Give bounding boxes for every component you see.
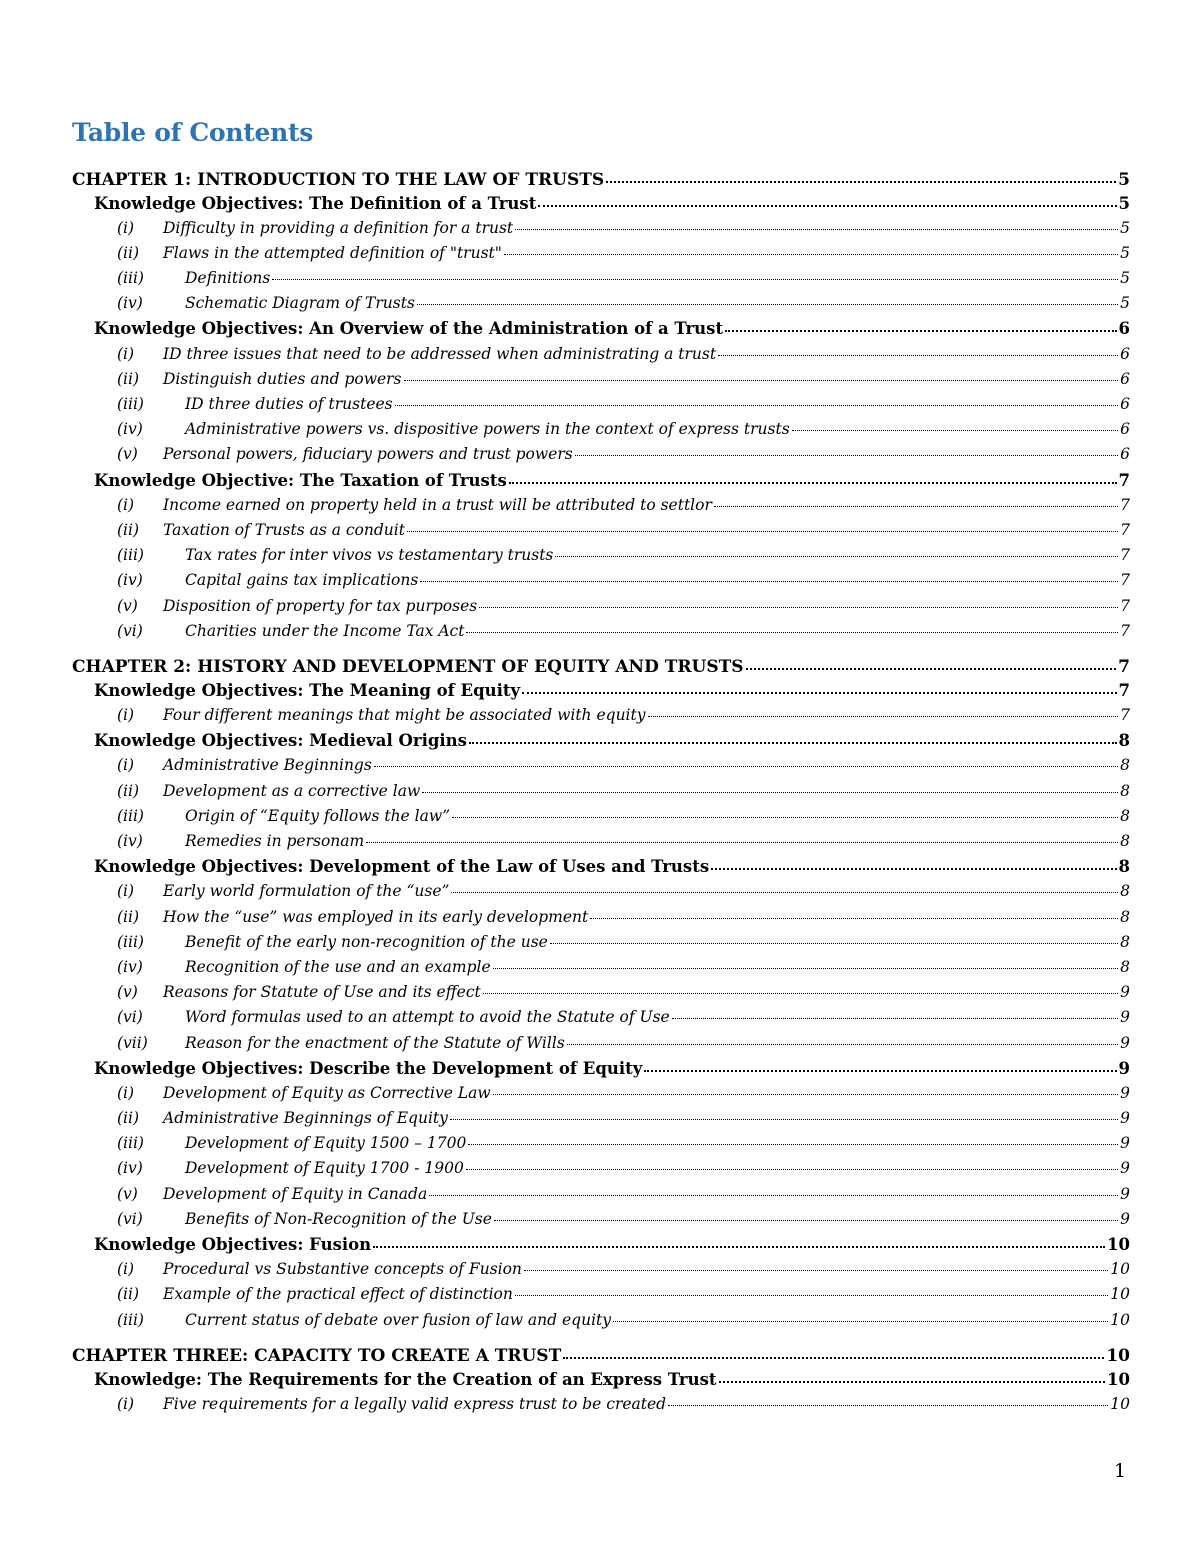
toc-subsection-entry[interactable]: [72, 1183, 1130, 1208]
toc-leader-dots: [417, 293, 1118, 309]
toc-section-entry[interactable]: [72, 1234, 1130, 1259]
toc-page-number: 10: [1107, 1235, 1130, 1254]
toc-subsection-entry[interactable]: [72, 705, 1130, 730]
toc-subsection-entry[interactable]: [72, 931, 1130, 956]
toc-subsection-entry[interactable]: [72, 293, 1130, 318]
toc-entry-text: Knowledge Objectives: Medieval Origins: [94, 731, 467, 751]
toc-entry-label: Current status of debate over fusion of law and equity: [185, 1310, 612, 1329]
toc-page-number: 8: [1120, 882, 1130, 901]
toc-entry-number: (vii): [117, 1033, 148, 1052]
toc-leader-dots: [422, 780, 1118, 796]
toc-leader-dots: [450, 1108, 1118, 1124]
toc-entry-text: Knowledge Objectives: The Definition of a Trust: [94, 193, 537, 213]
toc-page-number: 6: [1120, 344, 1130, 363]
toc-page-number: 8: [1120, 932, 1130, 951]
toc-leader-dots: [483, 982, 1118, 998]
toc-entry-text: Knowledge Objectives: The Meaning of Equity: [94, 680, 521, 700]
toc-entry-number: (i): [117, 1260, 135, 1279]
toc-subsection-entry[interactable]: [72, 1158, 1130, 1183]
toc-page-number: 9: [1118, 1058, 1130, 1078]
toc-page-number: 10: [1110, 1310, 1130, 1329]
toc-subsection-entry[interactable]: [72, 1259, 1130, 1284]
toc-entry-label: Capital gains tax implications: [185, 571, 419, 590]
toc-subsection-entry[interactable]: [72, 1208, 1130, 1233]
toc-subsection-entry[interactable]: [72, 831, 1130, 856]
toc-subsection-entry[interactable]: [72, 570, 1130, 595]
toc-subsection-entry[interactable]: [72, 1032, 1130, 1057]
toc-entry-text: CHAPTER 1: INTRODUCTION TO THE LAW OF TRUSTS: [72, 170, 605, 190]
toc-page-number: 5: [1120, 218, 1130, 237]
toc-leader-dots: [792, 419, 1118, 435]
toc-entry-text: [117, 219, 513, 237]
toc-entry-number: (iii): [117, 269, 144, 288]
toc-leader-dots: [746, 655, 1117, 672]
toc-entry-number: (vi): [117, 621, 143, 640]
toc-page-number: 9: [1120, 1033, 1130, 1052]
toc-subsection-entry[interactable]: [72, 956, 1130, 981]
toc-entry-text: [117, 1134, 466, 1152]
toc-leader-dots: [469, 730, 1117, 747]
toc-entry-label: Five requirements for a legally valid express trust to be created: [163, 1394, 667, 1413]
toc-leader-dots: [719, 1368, 1106, 1385]
toc-page-number: 9: [1120, 1134, 1130, 1153]
toc-entry-text: [117, 756, 372, 774]
toc-entry-text: [117, 294, 415, 312]
toc-entry-number: (iv): [117, 1159, 143, 1178]
toc-page-number: 7: [1120, 546, 1130, 565]
toc-leader-dots: [452, 805, 1118, 821]
toc-entry-label: Remedies in personam: [185, 832, 365, 850]
toc-leader-dots: [524, 1259, 1108, 1275]
toc-entry-label: Development of Equity as Corrective Law: [163, 1083, 491, 1102]
page-number: 1: [1114, 1460, 1127, 1482]
toc-page-number: 10: [1110, 1260, 1130, 1279]
toc-page-number: 5: [1120, 269, 1130, 288]
toc-entry-label: Taxation of Trusts as a conduit: [163, 520, 405, 539]
toc-page-number: 9: [1120, 1008, 1130, 1027]
toc-entry-text: Knowledge: The Requirements for the Creation of an Express Trust: [94, 1369, 717, 1389]
toc-entry-number: (ii): [117, 1285, 140, 1304]
toc-entry-text: Knowledge Objectives: Describe the Development of Equity: [94, 1058, 643, 1078]
toc-entry-number: (v): [117, 445, 138, 464]
toc-subsection-entry[interactable]: [72, 755, 1130, 780]
toc-page-number: 7: [1120, 520, 1130, 539]
toc-leader-dots: [468, 1133, 1118, 1149]
toc-leader-dots: [644, 1057, 1116, 1074]
toc-entry-number: (iii): [117, 806, 144, 825]
toc-entry-number: (ii): [117, 243, 140, 262]
toc-entry-number: (i): [117, 756, 135, 775]
toc-subsection-entry[interactable]: [72, 906, 1130, 931]
toc-section-entry[interactable]: [72, 318, 1130, 343]
toc-entry-number: (iii): [117, 932, 144, 951]
toc-entry-number: (iv): [117, 957, 143, 976]
toc-entry-text: [117, 933, 548, 951]
toc-page-number: 7: [1118, 470, 1130, 490]
toc-page-number: 9: [1120, 1184, 1130, 1203]
toc-entry-number: (vi): [117, 1008, 143, 1027]
toc-entry-label: Development of Equity 1500 – 1700: [185, 1134, 467, 1153]
toc-entry-label: Tax rates for inter vivos vs testamentary trusts: [185, 546, 554, 565]
toc-entry-text: CHAPTER 2: HISTORY AND DEVELOPMENT OF EQUITY AND TRUSTS: [72, 657, 744, 678]
toc-subsection-entry[interactable]: [72, 982, 1130, 1007]
toc-page-number: 7: [1120, 706, 1130, 725]
toc-entry-text: [117, 1210, 492, 1228]
toc-page-number: 9: [1120, 983, 1130, 1002]
toc-entry-number: (i): [117, 1083, 135, 1102]
toc-entry-text: [117, 244, 502, 262]
toc-leader-dots: [493, 956, 1119, 972]
toc-page-number: 7: [1120, 495, 1130, 514]
toc-chapter-entry[interactable]: [72, 655, 1130, 679]
toc-page-number: 9: [1120, 1209, 1130, 1228]
toc-entry-text: [117, 546, 553, 564]
toc-entry-text: [117, 882, 449, 900]
toc-entry-text: Knowledge Objectives: Fusion: [94, 1235, 372, 1254]
toc-entry-label: Reasons for Statute of Use and its effect: [163, 983, 481, 1002]
toc-leader-dots: [504, 242, 1118, 258]
toc-leader-dots: [429, 1183, 1118, 1199]
toc-page-number: 9: [1120, 1159, 1130, 1178]
toc-leader-dots: [725, 318, 1116, 335]
toc-leader-dots: [714, 494, 1118, 510]
toc-entry-label: Income earned on property held in a trust will be attributed to settlor: [163, 495, 712, 514]
toc-leader-dots: [648, 705, 1119, 721]
toc-section-entry[interactable]: [72, 730, 1130, 755]
toc-leader-dots: [395, 394, 1119, 410]
toc-leader-dots: [575, 444, 1118, 460]
toc-entry-text: [117, 1159, 464, 1177]
toc-entry-label: Word formulas used to an attempt to avoid the Statute of Use: [185, 1008, 670, 1027]
toc-entry-text: [117, 1084, 491, 1102]
toc-entry-number: (ii): [117, 781, 140, 800]
toc-entry-text: [117, 832, 364, 850]
toc-page-number: 8: [1120, 907, 1130, 926]
toc-entry-label: Reason for the enactment of the Statute of Wills: [185, 1033, 565, 1052]
toc-leader-dots: [668, 1393, 1108, 1409]
toc-page-number: 5: [1118, 193, 1130, 213]
toc-page-number: 8: [1120, 832, 1130, 850]
toc-entry-label: Administrative powers vs. dispositive powers in the context of express trusts: [185, 420, 790, 439]
toc-entry-number: (ii): [117, 520, 140, 539]
toc-leader-dots: [613, 1309, 1108, 1325]
toc-entry-number: (i): [117, 1394, 135, 1413]
toc-entry-number: (v): [117, 596, 138, 615]
toc-subsection-entry[interactable]: [72, 1284, 1130, 1309]
toc-section-entry[interactable]: [72, 856, 1130, 881]
toc-entry-text: [117, 521, 405, 539]
toc-page-number: 8: [1120, 957, 1130, 976]
toc-page-number: 10: [1106, 1346, 1130, 1367]
toc-entry-label: Early world formulation of the “use”: [163, 882, 450, 901]
toc-section-entry[interactable]: [72, 1057, 1130, 1082]
toc-page-number: 6: [1120, 420, 1130, 439]
toc-entry-number: (ii): [117, 369, 140, 388]
toc-subsection-entry[interactable]: [72, 1108, 1130, 1133]
toc-leader-dots: [479, 595, 1118, 611]
toc-entry-text: [117, 1109, 448, 1127]
toc-leader-dots: [522, 679, 1116, 696]
toc-page-number: 10: [1110, 1394, 1130, 1413]
toc-entry-label: Definitions: [185, 269, 271, 288]
toc-leader-dots: [493, 1082, 1118, 1098]
toc-entry-number: (iv): [117, 832, 143, 850]
toc-subsection-entry[interactable]: [72, 419, 1130, 444]
toc-page-number: 10: [1110, 1285, 1130, 1304]
toc-page-number: 8: [1120, 756, 1130, 775]
toc-leader-dots: [373, 1234, 1105, 1251]
toc-page-number: 6: [1120, 369, 1130, 388]
toc-entry-text: [117, 269, 270, 287]
toc-entry-text: [117, 571, 418, 589]
toc-entry-text: [117, 1185, 427, 1203]
toc-leader-dots: [466, 1158, 1118, 1174]
toc-leader-dots: [555, 545, 1118, 561]
toc-entry-text: [117, 420, 790, 438]
toc-entry-label: Distinguish duties and powers: [163, 369, 402, 388]
toc-entry-text: [117, 622, 464, 640]
toc-subsection-entry[interactable]: [72, 368, 1130, 393]
toc-subsection-entry[interactable]: [72, 595, 1130, 620]
toc-entry-label: Development of Equity in Canada: [163, 1184, 428, 1203]
toc-section-entry[interactable]: [72, 1368, 1130, 1393]
toc-entry-number: (i): [117, 344, 135, 363]
toc-entry-label: Benefits of Non-Recognition of the Use: [185, 1209, 492, 1228]
toc-leader-dots: [466, 620, 1118, 636]
toc-page-number: 5: [1118, 170, 1130, 190]
toc-subsection-entry[interactable]: [72, 1309, 1130, 1334]
toc-leader-dots: [374, 755, 1118, 771]
toc-entry-label: How the “use” was employed in its early development: [163, 907, 589, 926]
toc-leader-dots: [672, 1007, 1118, 1023]
toc-entry-text: Knowledge Objectives: Development of the Law of Uses and Trusts: [94, 857, 710, 877]
toc-subsection-entry[interactable]: [72, 780, 1130, 805]
toc-page-number: 7: [1120, 621, 1130, 640]
toc-chapter-entry[interactable]: [72, 1344, 1130, 1368]
toc-entry-number: (v): [117, 983, 138, 1002]
toc-entry-number: (i): [117, 706, 135, 725]
toc-page-number: 6: [1120, 445, 1130, 464]
toc-entry-label: Benefit of the early non-recognition of the use: [185, 932, 548, 951]
toc-page-number: 6: [1120, 395, 1130, 413]
toc-section-entry[interactable]: [72, 679, 1130, 704]
toc-entry-text: [117, 706, 646, 724]
toc-page-number: 10: [1107, 1369, 1130, 1389]
toc-leader-dots: [407, 519, 1118, 535]
toc-entry-number: (iii): [117, 546, 144, 565]
toc-entry-label: Administrative Beginnings of Equity: [163, 1109, 448, 1128]
toc-subsection-entry[interactable]: [72, 881, 1130, 906]
toc-leader-dots: [515, 217, 1118, 233]
toc-leader-dots: [606, 168, 1116, 185]
toc-page-number: 9: [1120, 1083, 1130, 1102]
toc-leader-dots: [366, 831, 1118, 847]
toc-entry-text: [117, 983, 481, 1001]
toc-entry-label: Example of the practical effect of distinction: [163, 1285, 513, 1304]
toc-entry-number: (iv): [117, 571, 143, 590]
toc-entry-text: [117, 958, 491, 976]
toc-entry-label: Recognition of the use and an example: [185, 957, 491, 976]
toc-subsection-entry[interactable]: [72, 343, 1130, 368]
toc-page-number: 9: [1120, 1109, 1130, 1128]
toc-subsection-entry[interactable]: [72, 545, 1130, 570]
toc-entry-number: (iv): [117, 294, 143, 313]
toc-page-number: 8: [1118, 731, 1130, 751]
toc-entry-label: ID three duties of trustees: [185, 395, 393, 413]
toc-entry-text: [117, 1008, 670, 1026]
toc-entry-text: [117, 496, 712, 514]
toc-entry-number: (iii): [117, 395, 144, 413]
toc-entry-number: (i): [117, 495, 135, 514]
toc-entry-text: [117, 1285, 513, 1303]
toc-subsection-entry[interactable]: [72, 217, 1130, 242]
toc-entry-number: (vi): [117, 1209, 143, 1228]
toc-entry-text: CHAPTER THREE: CAPACITY TO CREATE A TRUST: [72, 1346, 562, 1367]
toc-subsection-entry[interactable]: [72, 1133, 1130, 1158]
toc-entry-label: Charities under the Income Tax Act: [185, 621, 465, 640]
toc-page-number: 8: [1118, 857, 1130, 877]
toc-section-entry[interactable]: [72, 192, 1130, 217]
toc-entry-text: [117, 345, 716, 363]
toc-entry-label: Development of Equity 1700 - 1900: [185, 1159, 464, 1178]
toc-title: Table of Contents: [72, 118, 314, 147]
toc-entry-number: (ii): [117, 1109, 140, 1128]
toc-subsection-entry[interactable]: [72, 1393, 1130, 1418]
toc-chapter-entry[interactable]: [72, 168, 1130, 192]
toc-entry-label: Four different meanings that might be associated with equity: [163, 706, 646, 725]
toc-entry-number: (iii): [117, 1310, 144, 1329]
toc-page-number: 5: [1120, 294, 1130, 313]
toc-leader-dots: [590, 906, 1118, 922]
toc-entry-text: [117, 1311, 611, 1329]
toc-entry-number: (i): [117, 218, 135, 237]
toc-page-number: 7: [1118, 680, 1130, 700]
toc-entry-text: [117, 1034, 565, 1052]
toc-entry-number: (v): [117, 1184, 138, 1203]
toc-entry-text: [117, 1260, 522, 1278]
toc-leader-dots: [711, 856, 1116, 873]
toc-page-number: 7: [1120, 596, 1130, 615]
toc-entry-text: Knowledge Objective: The Taxation of Trusts: [94, 470, 507, 490]
toc-leader-dots: [509, 469, 1117, 486]
toc-leader-dots: [515, 1284, 1108, 1300]
toc-entry-label: Difficulty in providing a definition for a trust: [163, 218, 514, 237]
toc-leader-dots: [494, 1208, 1118, 1224]
toc-leader-dots: [718, 343, 1118, 359]
toc-entry-label: Flaws in the attempted definition of "trust": [163, 243, 502, 262]
toc-subsection-entry[interactable]: [72, 394, 1130, 419]
toc-entry-label: Origin of “Equity follows the law”: [185, 806, 451, 825]
toc-leader-dots: [420, 570, 1118, 586]
toc-subsection-entry[interactable]: [72, 1082, 1130, 1107]
toc-entry-label: Administrative Beginnings: [163, 756, 372, 775]
toc-entry-text: [117, 395, 393, 413]
toc-entry-text: [117, 597, 477, 615]
toc-subsection-entry[interactable]: [72, 494, 1130, 519]
toc-subsection-entry[interactable]: [72, 620, 1130, 645]
toc-entry-text: [117, 807, 450, 825]
toc-entry-label: Disposition of property for tax purposes: [163, 596, 478, 615]
toc-list: [72, 168, 1130, 1419]
toc-entry-number: (iv): [117, 420, 143, 439]
toc-page-number: 8: [1120, 781, 1130, 800]
toc-leader-dots: [550, 931, 1118, 947]
toc-entry-label: Personal powers, fiduciary powers and trust powers: [163, 445, 573, 464]
toc-leader-dots: [563, 1344, 1104, 1361]
toc-subsection-entry[interactable]: [72, 805, 1130, 830]
toc-entry-text: Knowledge Objectives: An Overview of the Administration of a Trust: [94, 319, 724, 339]
toc-entry-label: Procedural vs Substantive concepts of Fusion: [163, 1260, 522, 1279]
toc-page-number: 7: [1120, 571, 1130, 590]
toc-leader-dots: [404, 368, 1119, 384]
toc-entry-text: [117, 1395, 666, 1413]
toc-subsection-entry[interactable]: [72, 1007, 1130, 1032]
toc-leader-dots: [451, 881, 1118, 897]
toc-entry-text: [117, 370, 402, 388]
toc-page-number: 6: [1118, 319, 1130, 339]
toc-entry-text: [117, 445, 573, 463]
toc-entry-label: Schematic Diagram of Trusts: [185, 294, 415, 313]
toc-subsection-entry[interactable]: [72, 444, 1130, 469]
toc-leader-dots: [567, 1032, 1118, 1048]
toc-entry-text: [117, 782, 420, 800]
toc-entry-number: (iii): [117, 1134, 144, 1153]
toc-subsection-entry[interactable]: [72, 242, 1130, 267]
toc-leader-dots: [272, 268, 1118, 284]
toc-leader-dots: [538, 192, 1116, 209]
toc-page-number: 8: [1120, 806, 1130, 825]
toc-entry-text: [117, 908, 588, 926]
toc-subsection-entry[interactable]: [72, 519, 1130, 544]
toc-entry-label: Development as a corrective law: [163, 781, 421, 800]
toc-entry-number: (ii): [117, 907, 140, 926]
toc-subsection-entry[interactable]: [72, 268, 1130, 293]
toc-page-number: 5: [1120, 243, 1130, 262]
toc-page-number: 7: [1118, 657, 1130, 678]
toc-section-entry[interactable]: [72, 469, 1130, 494]
toc-entry-label: ID three issues that need to be addressed when administrating a trust: [163, 344, 717, 363]
toc-entry-number: (i): [117, 882, 135, 901]
